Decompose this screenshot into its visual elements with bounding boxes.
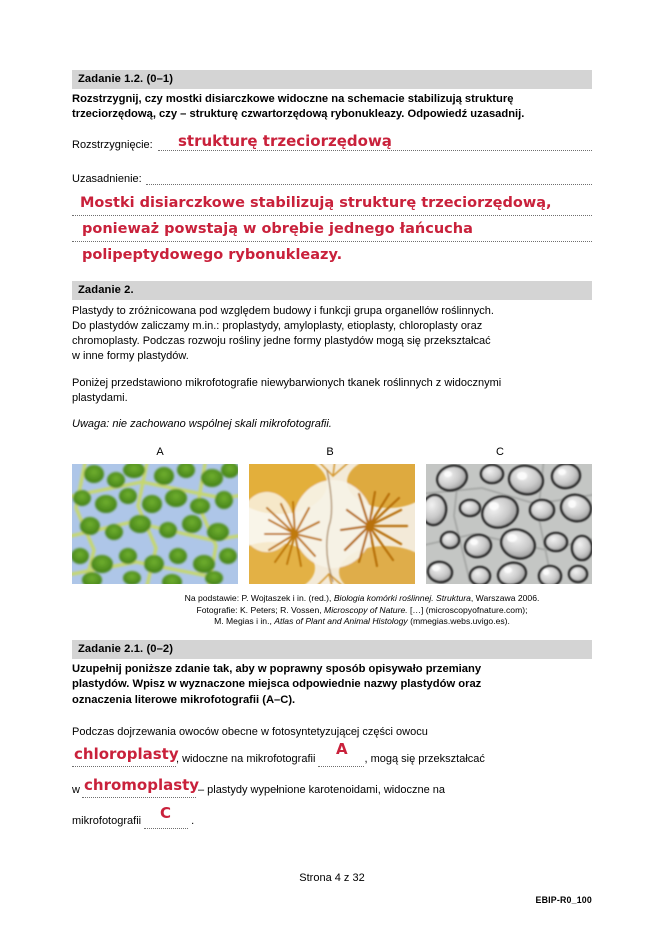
credit-3-title: Atlas of Plant and Animal Histology [274, 616, 408, 627]
task-2-p1-line-1: Plastydy to zróżnicowana pod względem budowy i funkcji grupa organellów roślinnych. [72, 304, 494, 317]
fill-sentence-line-2[interactable] [72, 740, 592, 773]
micrograph-a-svg [72, 464, 238, 584]
task-1-2-stem-line-2: trzeciorzędową, czy – strukturę czwartorzędową rybonukleazy. Odpowiedź uzasadnij. [72, 108, 525, 121]
task-1-2-stem-line-1: Rozstrzygnij, czy mostki disiarczkowe widoczne na schemacie stabilizują strukturę [72, 93, 514, 105]
task-2-scale-note: Uwaga: nie zachowano wspólnej skali mikrofotografii. [72, 418, 332, 431]
figure-label-row [72, 446, 592, 462]
footer-exam-code: EBIP-R0_100 [535, 895, 592, 905]
credit-2-title: Microscopy of Nature. [324, 604, 408, 615]
blank-1-handwritten-answer: chloroplasty [74, 745, 179, 764]
task-2-p1-line-2: Do plastydów zaliczamy m.in.: proplastydy, amyloplasty, etioplasty, chloroplasty oraz [72, 320, 483, 333]
task-2-1-stem-line-3: oznaczenia literowe mikrofotografii (A–C). [72, 693, 296, 706]
justification-line-3[interactable] [72, 221, 592, 245]
fill-sentence-line-3[interactable] [72, 776, 592, 804]
page-content [72, 70, 592, 835]
fill-4-end: . [191, 815, 195, 828]
decision-answer-row[interactable] [72, 131, 592, 153]
justification-handwritten-line-1: Mostki disiarczkowe stabilizują strukturę trzeciorzędową, [80, 194, 552, 211]
task-2-p2-line-1: Poniżej przedstawiono mikrofotografie niewybarwionych tkanek roślinnych z widocznymi [72, 376, 502, 389]
task-2-p1-line-3: chromoplasty. Podczas rozwoju rośliny jedne formy plastydów mogą się przekształcać [72, 335, 491, 348]
fill-sentence-line-1: Podczas dojrzewania owoców obecne w fotosyntetyzującej części owocu [72, 726, 428, 739]
task-1-2-stem [72, 92, 592, 123]
task-2-p1-line-4: w inne formy plastydów. [72, 350, 189, 363]
task-2-1-stem-line-1: Uzupełnij poniższe zdanie tak, aby w poprawny sposób opisywało przemiany [72, 662, 482, 675]
task-2-1-stem-line-2: plastydów. Wpisz w wyznaczone miejsca odpowiednie nazwy plastydów oraz [72, 678, 482, 691]
micrograph-b-chromoplasts [249, 464, 415, 584]
fill-4-label: mikrofotografii [72, 815, 142, 828]
justification-line-2[interactable] [72, 195, 592, 219]
task-header-2: Zadanie 2. [72, 281, 592, 300]
task-2-1-stem [72, 662, 592, 708]
micrograph-a-chloroplasts [72, 464, 238, 584]
figure-source-credit [72, 593, 592, 628]
credit-3-post: (mmegias.webs.uvigo.es). [407, 616, 510, 627]
task-header-1-2: Zadanie 1.2. (0–1) [72, 70, 592, 89]
justification-dotted-line-3 [72, 241, 592, 242]
credit-line-1 [132, 593, 592, 605]
justification-handwritten-line-2: ponieważ powstają w obrębie jednego łańcucha [82, 220, 473, 237]
fill-3-post: – plastydy wypełnione karotenoidami, widoczne na [197, 784, 445, 797]
credit-1-post: , Warszawa 2006. [470, 593, 540, 604]
justification-answer-row[interactable] [72, 171, 592, 187]
justification-dotted-line-1 [146, 184, 592, 185]
justification-label: Uzasadnienie: [72, 172, 142, 185]
figure-label-c: C [496, 446, 504, 459]
micrograph-b-svg [249, 464, 415, 584]
fill-2-mid: , widoczne na mikrofotografii [176, 753, 316, 766]
justification-line-4[interactable] [72, 247, 592, 267]
decision-label: Rozstrzygnięcie: [72, 138, 153, 151]
credit-1-pre: Na podstawie: P. Wojtaszek i in. (red.), [184, 593, 334, 604]
decision-dotted-line [158, 150, 592, 151]
justification-dotted-line-2 [72, 215, 592, 216]
fill-2-end: , mogą się przekształcać [364, 753, 485, 766]
credit-line-3 [132, 616, 592, 628]
credit-2-pre: Fotografie: K. Peters; R. Vossen, [196, 604, 325, 615]
micrograph-c-amyloplasts [426, 464, 592, 584]
fill-3-pre: w [72, 784, 80, 797]
decision-handwritten-answer: strukturę trzeciorzędową [178, 131, 392, 150]
figure-label-a: A [156, 446, 164, 459]
credit-2-post: […] (microscopyofnature.com); [407, 604, 528, 615]
task-2-p2-line-2: plastydami. [72, 391, 128, 404]
task-2-paragraph-1 [72, 304, 592, 365]
micrograph-row [72, 464, 592, 584]
task-header-2-1: Zadanie 2.1. (0–2) [72, 640, 592, 659]
figure-label-b: B [326, 446, 334, 459]
credit-line-2 [132, 605, 592, 617]
credit-1-title: Biologia komórki roślinnej. Struktura [333, 593, 471, 604]
micrograph-c-svg [426, 464, 592, 584]
fill-sentence-line-4[interactable] [72, 804, 592, 835]
justification-handwritten-line-3: polipeptydowego rybonukleazy. [82, 246, 343, 263]
task-2-paragraph-2 [72, 376, 592, 406]
blank-2-handwritten-answer: A [336, 740, 348, 759]
credit-3-pre: M. Megias i in., [214, 616, 275, 627]
blank-3-handwritten-answer: chromoplasty [84, 776, 200, 795]
blank-4-handwritten-answer: C [160, 804, 172, 823]
footer-page-number: Strona 4 z 32 [299, 872, 365, 884]
